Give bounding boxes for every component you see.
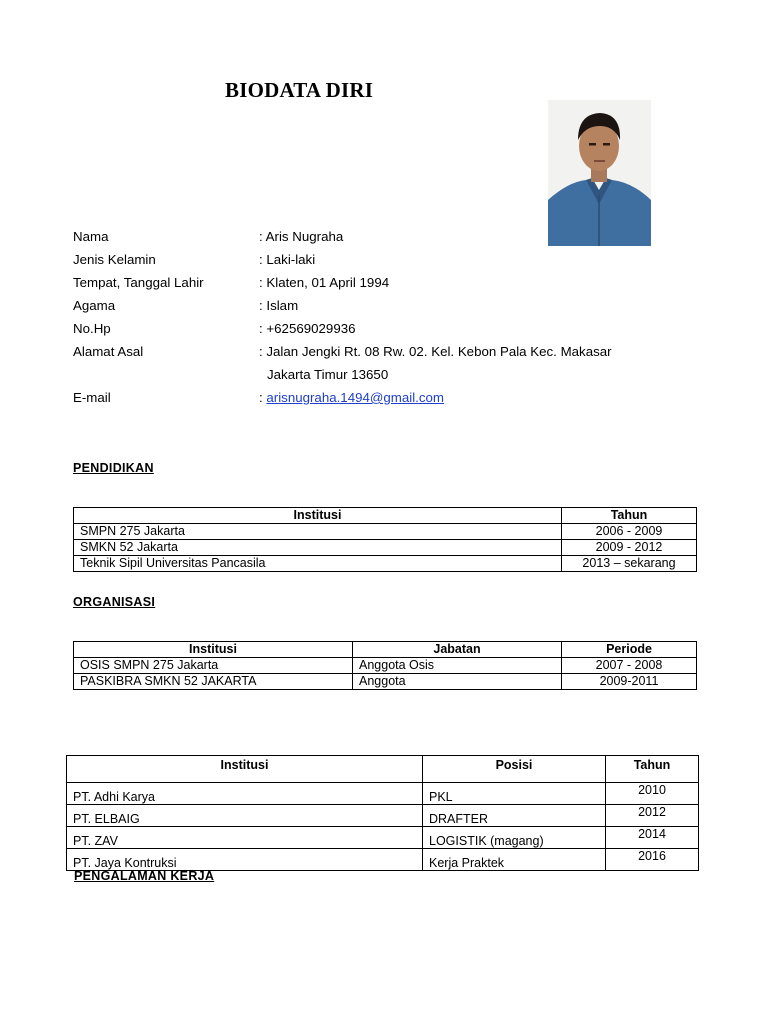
jenis-kelamin-label: Jenis Kelamin — [73, 252, 156, 267]
organisasi-heading: ORGANISASI — [73, 595, 156, 609]
table-row — [74, 540, 697, 556]
table-row — [74, 658, 697, 674]
pengalaman-heading: PENGALAMAN KERJA — [74, 869, 215, 883]
table-cell: PT. ELBAIG — [67, 805, 423, 827]
organisasi-table — [73, 641, 697, 690]
table-row — [74, 556, 697, 572]
column-header: Tahun — [606, 756, 699, 783]
table-row — [67, 827, 699, 849]
table-cell: 2006 - 2009 — [562, 524, 697, 540]
table-cell: Anggota — [353, 674, 562, 690]
table-cell: 2009-2011 — [562, 674, 697, 690]
table-row — [74, 524, 697, 540]
email-value-wrap — [259, 390, 444, 405]
column-header: Institusi — [74, 508, 562, 524]
table-cell: 2013 – sekarang — [562, 556, 697, 572]
table-cell: DRAFTER — [423, 805, 606, 827]
column-header: Jabatan — [353, 642, 562, 658]
email-label: E-mail — [73, 390, 111, 405]
ttl-value: : Klaten, 01 April 1994 — [259, 275, 390, 290]
jenis-kelamin-value: : Laki-laki — [259, 252, 316, 267]
table-cell: PT. Adhi Karya — [67, 783, 423, 805]
alamat-label: Alamat Asal — [73, 344, 144, 359]
table-header-row — [74, 642, 697, 658]
pengalaman-table — [66, 755, 699, 871]
table-cell: Kerja Praktek — [423, 849, 606, 871]
table-cell: PASKIBRA SMKN 52 JAKARTA — [74, 674, 353, 690]
table-cell: 2014 — [606, 827, 699, 849]
table-cell: 2007 - 2008 — [562, 658, 697, 674]
email-colon: : — [259, 390, 267, 405]
table-cell: 2012 — [606, 805, 699, 827]
alamat-value-line2: Jakarta Timur 13650 — [267, 367, 389, 382]
agama-value: : Islam — [259, 298, 299, 313]
pendidikan-table — [73, 507, 697, 572]
table-header-row — [67, 756, 699, 783]
table-cell: 2016 — [606, 849, 699, 871]
ttl-label: Tempat, Tanggal Lahir — [73, 275, 204, 290]
column-header: Institusi — [74, 642, 353, 658]
profile-photo — [548, 100, 651, 246]
table-header-row — [74, 508, 697, 524]
table-row — [67, 783, 699, 805]
table-row — [67, 805, 699, 827]
nama-value: : Aris Nugraha — [259, 229, 344, 244]
table-cell: SMPN 275 Jakarta — [74, 524, 562, 540]
table-cell: 2009 - 2012 — [562, 540, 697, 556]
page-title: BIODATA DIRI — [225, 78, 374, 102]
table-cell: PKL — [423, 783, 606, 805]
column-header: Periode — [562, 642, 697, 658]
table-cell: LOGISTIK (magang) — [423, 827, 606, 849]
no-hp-value: : +62569029936 — [259, 321, 356, 336]
table-row — [74, 674, 697, 690]
email-link[interactable]: arisnugraha.1494@gmail.com — [266, 390, 444, 405]
table-cell: Anggota Osis — [353, 658, 562, 674]
pendidikan-heading: PENDIDIKAN — [73, 461, 154, 475]
alamat-value: : Jalan Jengki Rt. 08 Rw. 02. Kel. Kebon Pala Kec. Makasar — [259, 344, 612, 359]
table-row — [67, 849, 699, 871]
column-header: Tahun — [562, 508, 697, 524]
table-cell: PT. Jaya Kontruksi — [67, 849, 423, 871]
no-hp-label: No.Hp — [73, 321, 111, 336]
column-header: Institusi — [67, 756, 423, 783]
column-header: Posisi — [423, 756, 606, 783]
table-cell: SMKN 52 Jakarta — [74, 540, 562, 556]
agama-label: Agama — [73, 298, 116, 313]
nama-label: Nama — [73, 229, 109, 244]
table-cell: 2010 — [606, 783, 699, 805]
table-cell: Teknik Sipil Universitas Pancasila — [74, 556, 562, 572]
table-cell: PT. ZAV — [67, 827, 423, 849]
table-cell: OSIS SMPN 275 Jakarta — [74, 658, 353, 674]
